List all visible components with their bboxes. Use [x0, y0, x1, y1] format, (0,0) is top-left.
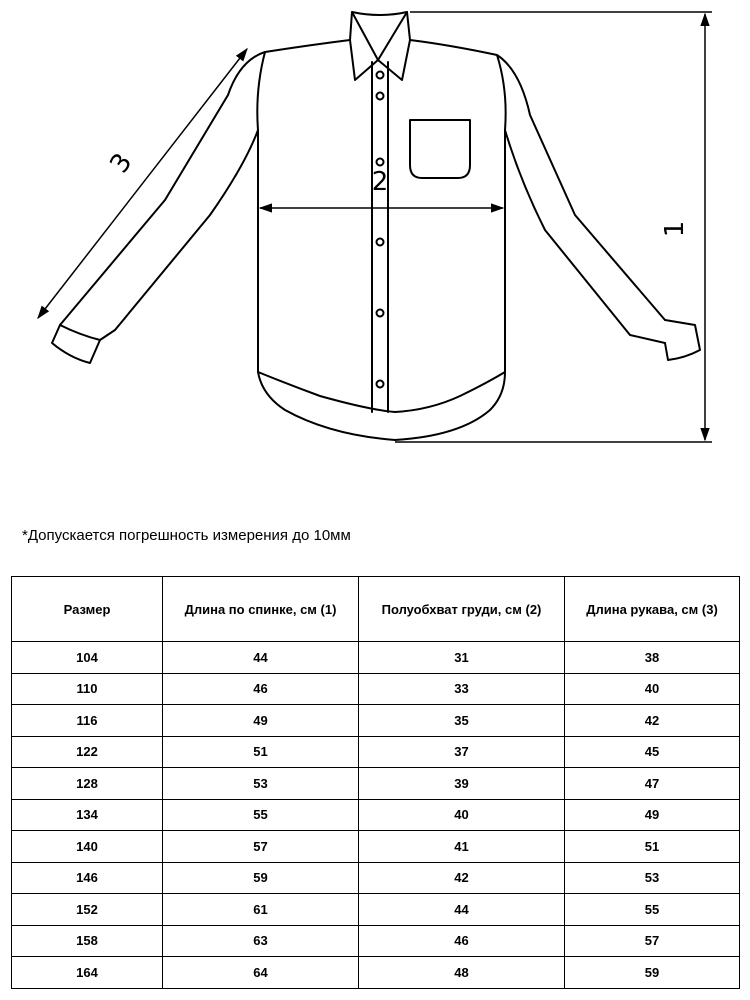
table-row — [12, 831, 740, 863]
cell-back-length: 49 — [163, 705, 359, 737]
button-icon — [377, 159, 384, 166]
table-row — [12, 673, 740, 705]
cell-size: 134 — [12, 799, 163, 831]
cell-chest: 48 — [359, 957, 565, 989]
cell-chest: 46 — [359, 925, 565, 957]
cell-sleeve: 40 — [565, 673, 740, 705]
cell-chest: 41 — [359, 831, 565, 863]
cell-back-length: 55 — [163, 799, 359, 831]
length-label: 1 — [660, 220, 690, 238]
cell-back-length: 51 — [163, 736, 359, 768]
button-icon — [377, 239, 384, 246]
cell-back-length: 57 — [163, 831, 359, 863]
cell-back-length: 53 — [163, 768, 359, 800]
size-table — [11, 576, 740, 989]
cell-chest: 37 — [359, 736, 565, 768]
sleeve-label: 3 — [104, 148, 139, 179]
cell-sleeve: 55 — [565, 894, 740, 926]
table-row — [12, 736, 740, 768]
cell-sleeve: 47 — [565, 768, 740, 800]
cell-sleeve: 57 — [565, 925, 740, 957]
cell-size: 152 — [12, 894, 163, 926]
header-sleeve: Длина рукава, см (3) — [565, 577, 740, 642]
cell-sleeve: 49 — [565, 799, 740, 831]
cell-back-length: 46 — [163, 673, 359, 705]
table-row — [12, 705, 740, 737]
cell-sleeve: 59 — [565, 957, 740, 989]
header-size: Размер — [12, 577, 163, 642]
header-back-length: Длина по спинке, см (1) — [163, 577, 359, 642]
table-row — [12, 894, 740, 926]
cell-chest: 33 — [359, 673, 565, 705]
sleeve-measure — [38, 49, 247, 318]
cell-chest: 44 — [359, 894, 565, 926]
buttons — [377, 72, 384, 388]
table-row — [12, 957, 740, 989]
cell-chest: 31 — [359, 642, 565, 674]
cell-sleeve: 38 — [565, 642, 740, 674]
header-chest: Полуобхват груди, см (2) — [359, 577, 565, 642]
shirt-measurement-diagram — [0, 0, 750, 470]
cell-sleeve: 45 — [565, 736, 740, 768]
cell-back-length: 61 — [163, 894, 359, 926]
cell-chest: 40 — [359, 799, 565, 831]
cell-sleeve: 51 — [565, 831, 740, 863]
cell-back-length: 59 — [163, 862, 359, 894]
cell-size: 116 — [12, 705, 163, 737]
cell-chest: 35 — [359, 705, 565, 737]
cell-size: 158 — [12, 925, 163, 957]
cell-size: 128 — [12, 768, 163, 800]
table-row — [12, 925, 740, 957]
cell-chest: 39 — [359, 768, 565, 800]
button-icon — [377, 381, 384, 388]
button-icon — [377, 72, 384, 79]
cell-size: 122 — [12, 736, 163, 768]
button-icon — [377, 93, 384, 100]
cell-size: 104 — [12, 642, 163, 674]
table-header-row — [12, 577, 740, 642]
table-row — [12, 642, 740, 674]
table-row — [12, 799, 740, 831]
cell-back-length: 64 — [163, 957, 359, 989]
table-row — [12, 768, 740, 800]
cell-chest: 42 — [359, 862, 565, 894]
cell-size: 140 — [12, 831, 163, 863]
chest-label: 2 — [371, 167, 389, 197]
table-row — [12, 862, 740, 894]
cell-sleeve: 53 — [565, 862, 740, 894]
cell-back-length: 63 — [163, 925, 359, 957]
button-icon — [377, 310, 384, 317]
measurement-tolerance-note: *Допускается погрешность измерения до 10мм — [22, 527, 351, 544]
cell-size: 110 — [12, 673, 163, 705]
cell-size: 146 — [12, 862, 163, 894]
cell-sleeve: 42 — [565, 705, 740, 737]
cell-size: 164 — [12, 957, 163, 989]
cell-back-length: 44 — [163, 642, 359, 674]
